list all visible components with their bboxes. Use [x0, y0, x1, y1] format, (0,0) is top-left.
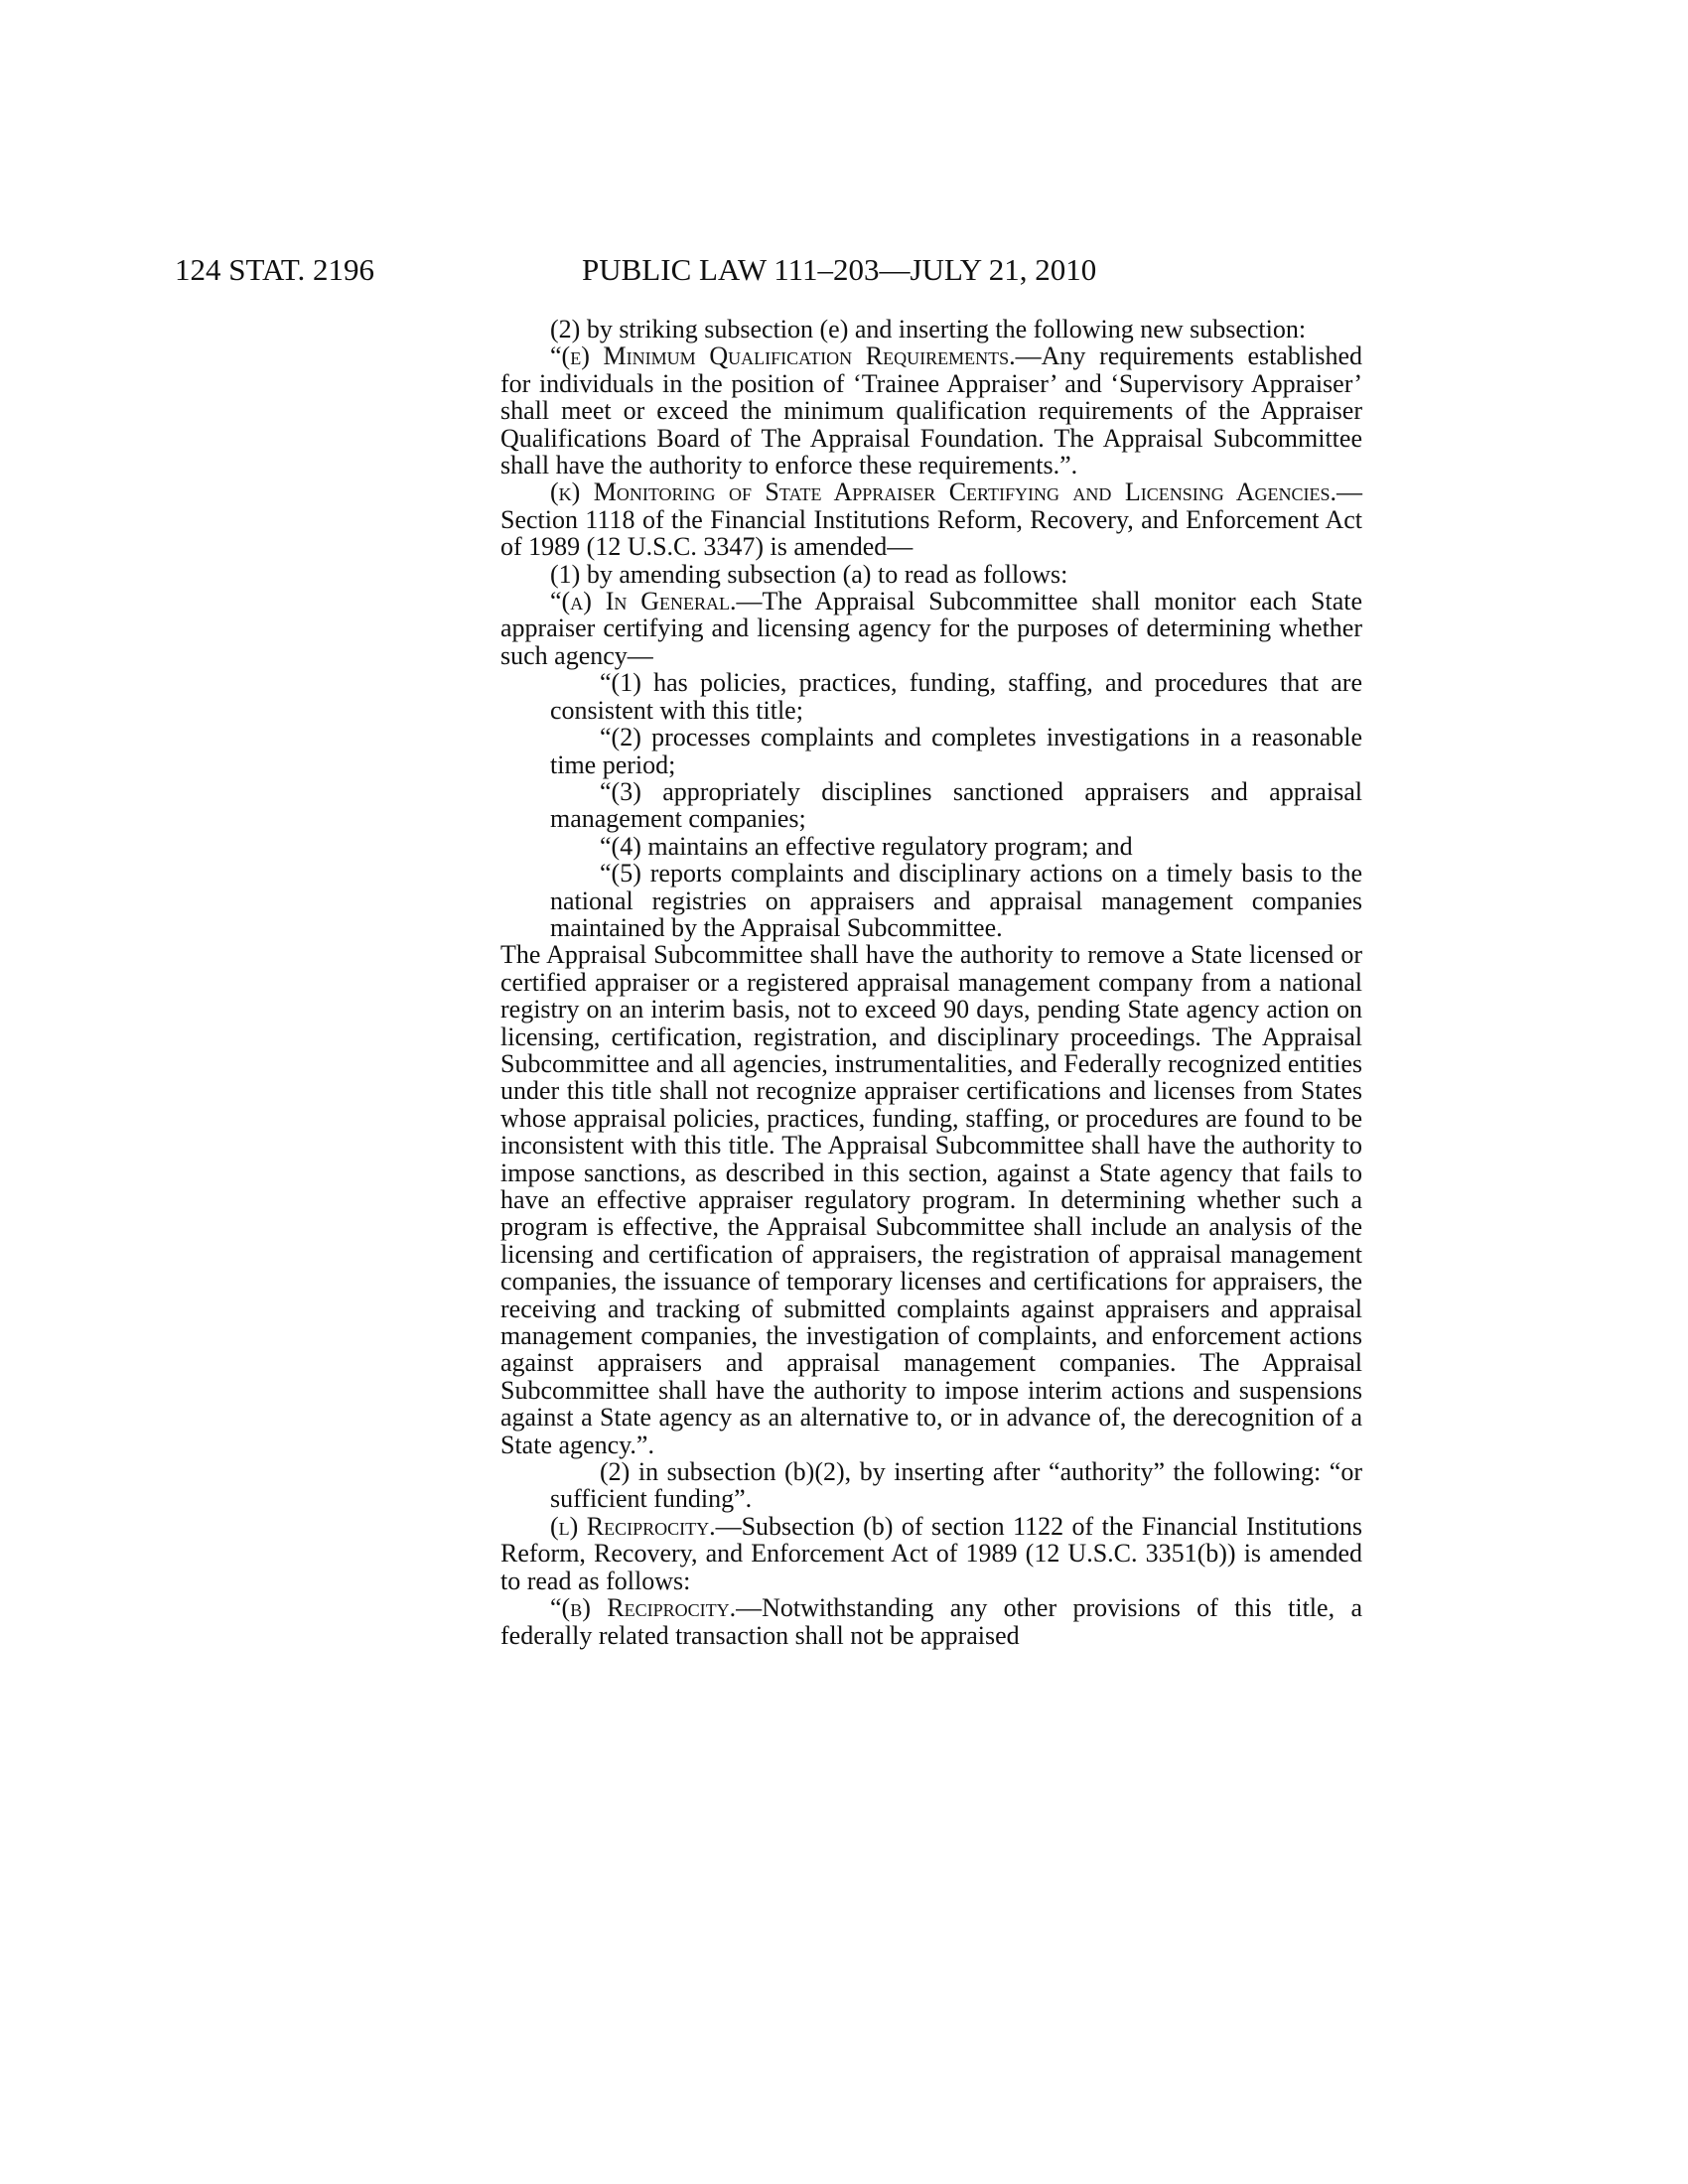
paragraph-heading: (l) Reciprocity. — [550, 1511, 716, 1541]
paragraph: (2) by striking subsection (e) and inserting the following new subsection: — [550, 315, 1307, 343]
paragraph: “(1) has policies, practices, funding, staffing, and procedures that are consistent with this title; — [550, 668, 1362, 725]
running-header — [175, 248, 1366, 292]
paragraph: “(a) In General.—The Appraisal Subcommittee shall monitor each State appraiser certifying and licensing agency for the purposes of determining whether such agency— — [500, 587, 1363, 670]
paragraph: “(e) Minimum Qualification Requirements.—Any requirements established for individuals in the position of ‘Trainee Appraiser’ and ‘Supervisory Appraiser’ shall meet or exceed the minimum qualification requirements of the Appraiser Qualifications Board of The Appraisal Foundation. The Appraisal Subcommittee shall have the authority to enforce these requirements.”. — [500, 341, 1362, 480]
paragraph-heading: “(b) Reciprocity. — [550, 1593, 737, 1623]
public-law-title: PUBLIC LAW 111–203—JULY 21, 2010 — [582, 252, 1097, 287]
paragraph: The Appraisal Subcommittee shall have the authority to remove a State licensed or certified appraiser or a registered appraisal management company from a national registry on an interim basis, not to exceed 90 days, pending State agency action on licensing, certification, registration, and disciplinary proceedings. The Appraisal Subcommittee and all agencies, instrumentalities, and Federally recognized entities under this title shall not recognize appraiser certifications and licenses from States whose appraisal policies, practices, funding, staffing, or procedures are found to be inconsistent with this title. The Appraisal Subcommittee shall have the authority to impose sanctions, as described in this section, against a State agency that fails to have an effective appraiser regulatory program. In determining whether such a program is effective, the Appraisal Subcommittee shall include an analysis of the licensing and certification of appraisers, the registration of appraisal management companies, the issuance of temporary licenses and certifications for appraisers, the receiving and tracking of submitted complaints against appraisers and appraisal management companies, the investigation of complaints, and enforcement actions against appraisers and appraisal management companies. The Appraisal Subcommittee shall have the authority to impose interim actions and suspensions against a State agency as an alternative to, or in advance of, the derecognition of a State agency.”. — [500, 940, 1362, 1459]
paragraph: “(5) reports complaints and disciplinary actions on a timely basis to the national registries on appraisers and appraisal management companies maintained by the Appraisal Subcommittee. — [550, 859, 1362, 942]
paragraph-heading: “(e) Minimum Qualification Requirements. — [550, 341, 1016, 371]
paragraph: (1) by amending subsection (a) to read as follows: — [550, 559, 1068, 589]
paragraph: “(4) maintains an effective regulatory program; and — [600, 831, 1133, 861]
paragraph: (2) in subsection (b)(2), by inserting after “authority” the following: “or sufficient funding”. — [550, 1457, 1362, 1514]
paragraph: “(b) Reciprocity.—Notwithstanding any other provisions of this title, a federally related transaction shall not be appraised — [500, 1593, 1362, 1650]
statute-page-number: 124 STAT. 2196 — [175, 252, 375, 287]
paragraph-heading: “(a) In General. — [550, 587, 737, 616]
paragraph: “(3) appropriately disciplines sanctioned appraisers and appraisal management companies; — [550, 776, 1362, 834]
statute-body — [500, 316, 1362, 1649]
paragraph: (k) Monitoring of State Appraiser Certifying and Licensing Agencies.—Section 1118 of the Financial Institutions Reform, Recovery, and Enforcement Act of 1989 (12 U.S.C. 3347) is amended— — [500, 478, 1362, 562]
paragraph: (l) Reciprocity.—Subsection (b) of section 1122 of the Financial Institutions Reform, Recovery, and Enforcement Act of 1989 (12 U.S.C. 3351(b)) is amended to read as follows: — [500, 1511, 1362, 1595]
paragraph-heading: (k) Monitoring of State Appraiser Certifying and Licensing Agencies. — [550, 478, 1336, 507]
paragraph: “(2) processes complaints and completes investigations in a reasonable time period; — [550, 723, 1362, 779]
